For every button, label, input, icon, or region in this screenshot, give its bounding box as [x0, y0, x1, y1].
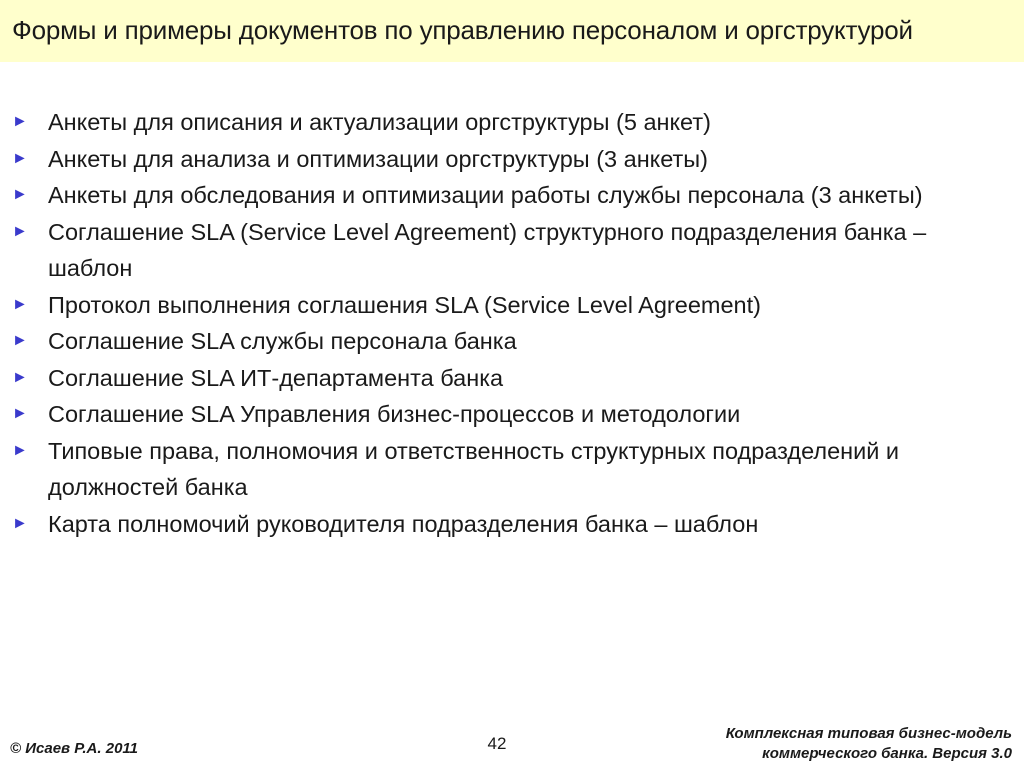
footer-subtitle-line1: Комплексная типовая бизнес-модель	[725, 725, 1012, 742]
bullet-arrow-icon: ►	[12, 514, 28, 532]
list-item	[12, 141, 1012, 178]
copyright-text: © Исаев Р.А. 2011	[10, 740, 138, 757]
list-item-text: Соглашение SLA службы персонала банка	[48, 328, 517, 354]
header-bar	[0, 0, 1024, 62]
bullet-arrow-icon: ►	[12, 149, 28, 167]
list-item-text: Анкеты для описания и актуализации оргструктуры (5 анкет)	[48, 109, 711, 135]
list-item-text: Карта полномочий руководителя подразделения банка – шаблон	[48, 510, 759, 537]
list-item	[12, 433, 1012, 506]
list-item	[12, 396, 1012, 433]
list-item	[12, 360, 1012, 397]
list-item-text: Анкеты для анализа и оптимизации оргструктуры (3 анкеты)	[48, 145, 708, 172]
list-item	[12, 506, 1012, 543]
list-item	[12, 177, 1012, 214]
bullet-arrow-icon: ►	[12, 186, 28, 203]
bullet-arrow-icon: ►	[12, 113, 28, 130]
page-number: 42	[487, 734, 507, 753]
page-title: Формы и примеры документов по управлению персоналом и оргструктурой	[12, 15, 913, 45]
list-item-text: Типовые права, полномочия и ответственность структурных подразделений и должностей банка	[48, 437, 900, 500]
list-item	[12, 323, 1012, 360]
footer-subtitle-line2: коммерческого банка. Версия 3.0	[762, 745, 1012, 762]
document-list	[12, 104, 1012, 542]
bullet-arrow-icon: ►	[12, 405, 28, 422]
list-item	[12, 214, 1012, 287]
bullet-arrow-icon: ►	[12, 332, 28, 349]
bullet-arrow-icon: ►	[12, 295, 28, 313]
footer-subtitle	[726, 724, 1012, 764]
list-item-text: Соглашение SLA (Service Level Agreement) структурного подразделения банка – шаблон	[48, 218, 927, 281]
list-item	[12, 287, 1012, 324]
list-item-text: Анкеты для обследования и оптимизации работы службы персонала (3 анкеты)	[48, 182, 923, 208]
bullet-arrow-icon: ►	[12, 368, 28, 386]
bullet-arrow-icon: ►	[12, 222, 28, 240]
list-item-text: Соглашение SLA Управления бизнес-процессов и методологии	[48, 401, 741, 427]
bullet-arrow-icon: ►	[12, 441, 28, 459]
list-item-text: Протокол выполнения соглашения SLA (Service Level Agreement)	[48, 291, 761, 318]
list-item	[12, 104, 1012, 141]
list-item-text: Соглашение SLA ИТ-департамента банка	[48, 364, 504, 391]
